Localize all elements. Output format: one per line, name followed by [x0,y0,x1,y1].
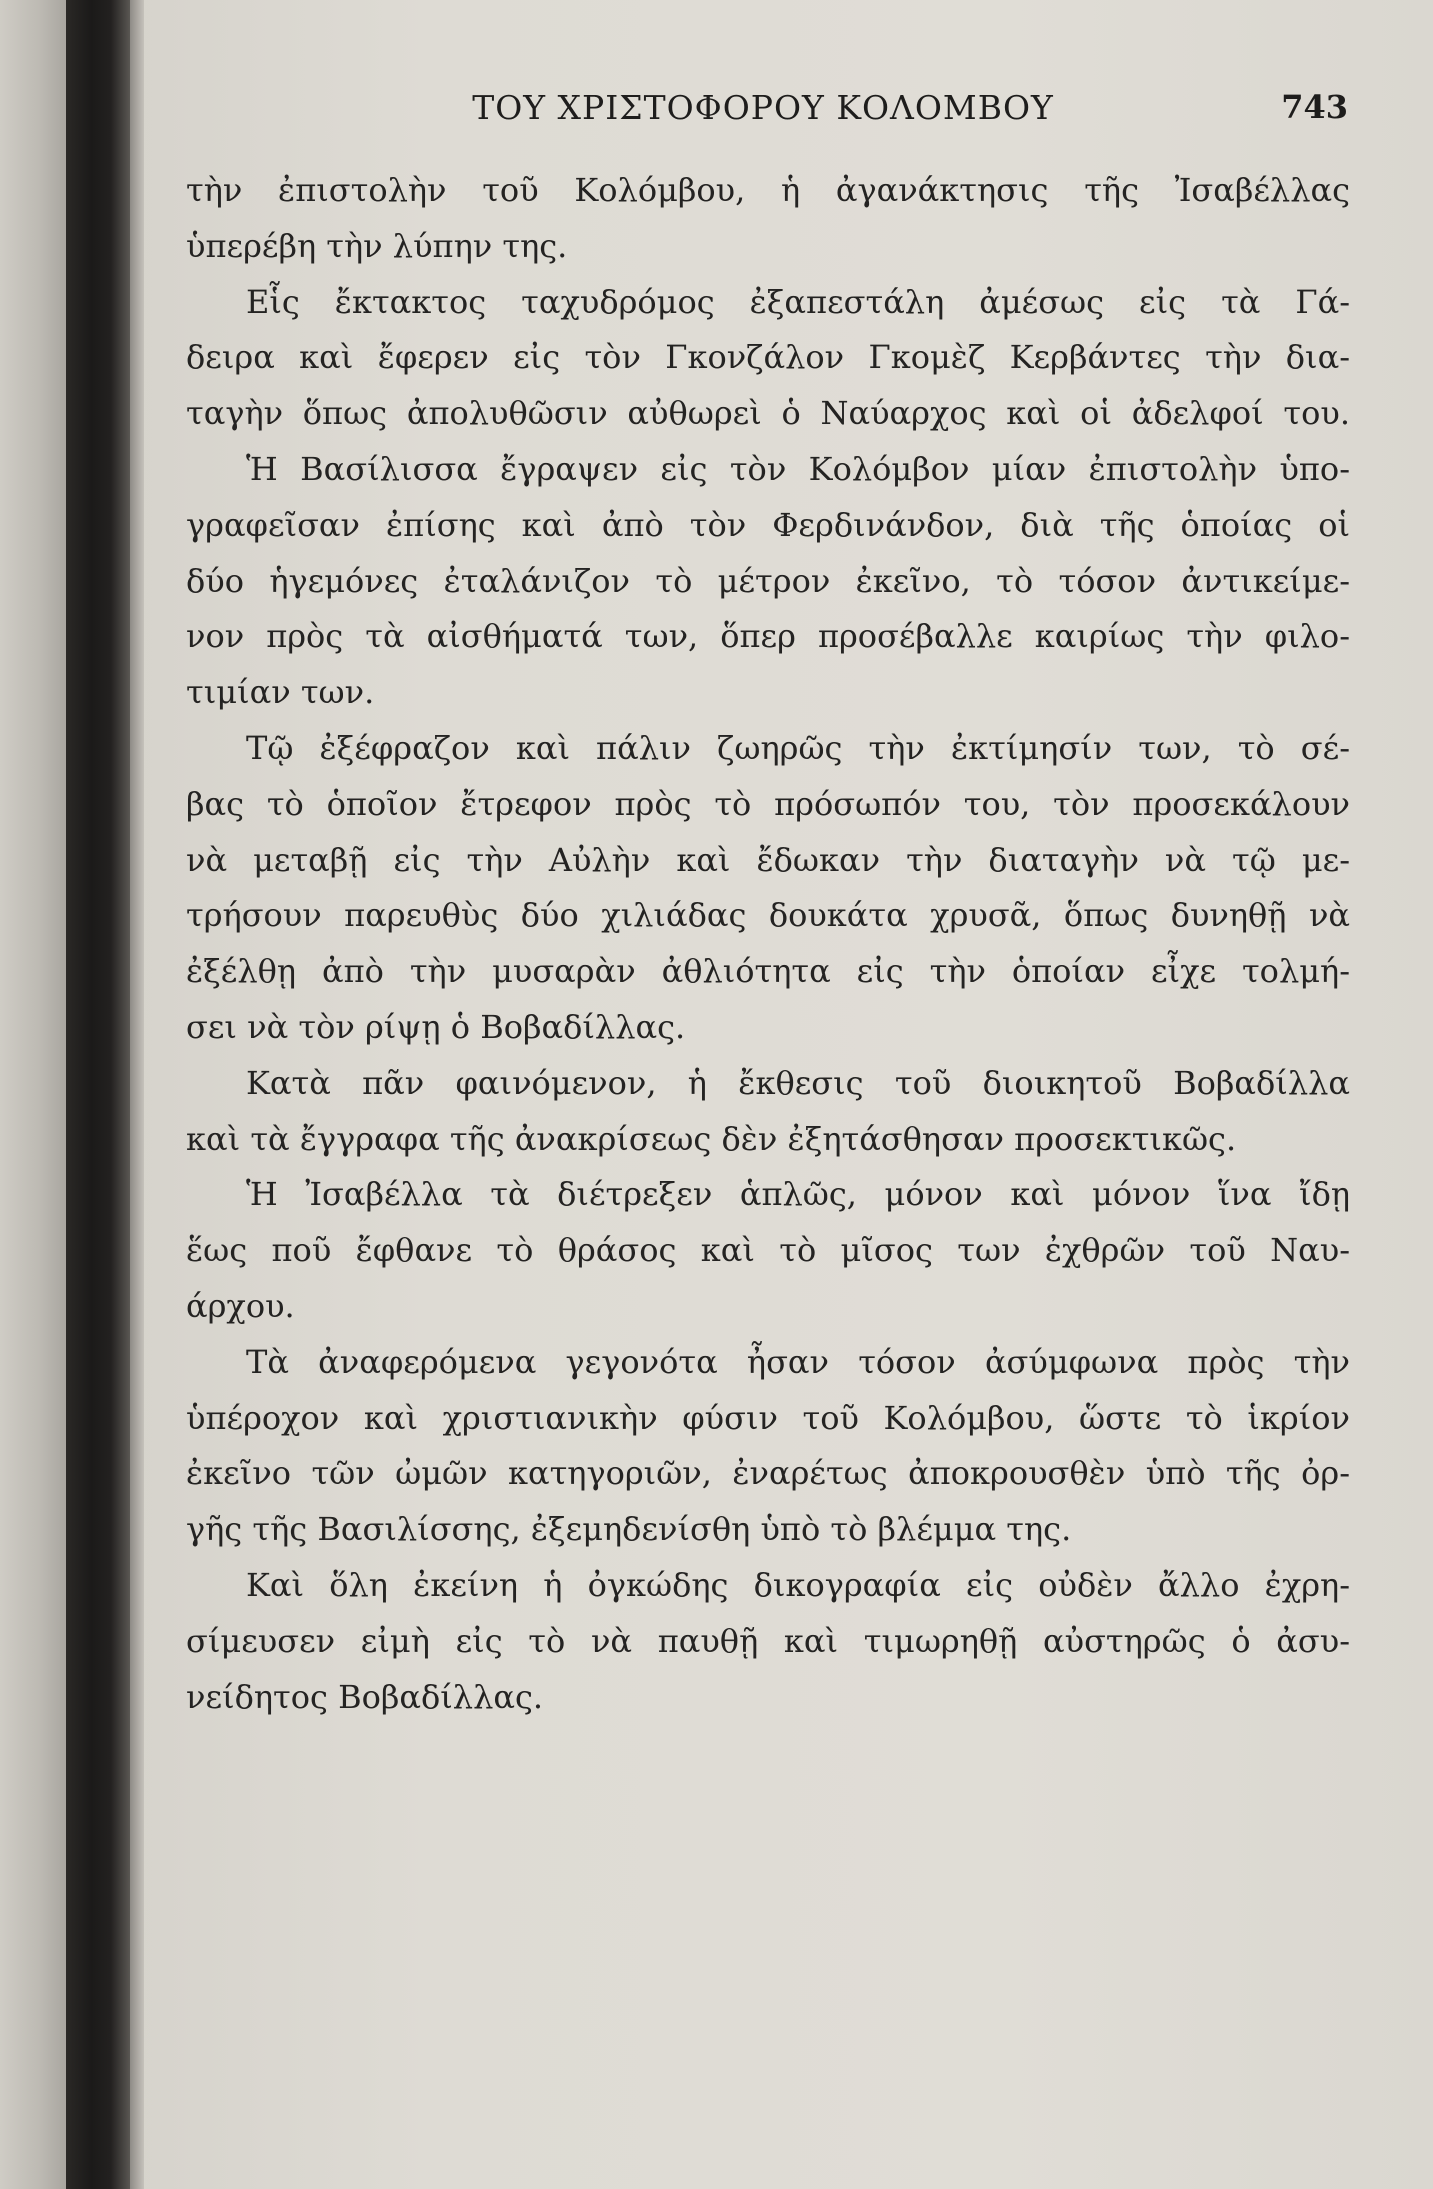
text-line: τρήσουν παρευθὺς δύο χιλιάδας δουκάτα χρυσᾶ, ὅπως δυνηθῇ νὰ [186,896,1350,935]
text-line: νείδητος Βοβαδίλλας. [186,1677,544,1716]
page-number: 743 [1281,88,1348,126]
text-line: Ἡ Βασίλισσα ἔγραψεν εἰς τὸν Κολόμβον μίαν ἐπιστολὴν ὑπο- [246,449,1350,488]
text-line: τὴν ἐπιστολὴν τοῦ Κολόμβου, ἡ ἀγανάκτησις τῆς Ἰσαβέλλας [186,171,1350,209]
spine-edge-gradient [130,0,144,2189]
text-line: γραφεῖσαν ἐπίσης καὶ ἀπὸ τὸν Φερδινάνδον, διὰ τῆς ὁποίας οἱ [186,505,1350,544]
text-line: ὑπερέβη τὴν λύπην της. [186,226,568,265]
text-line: ἐκεῖνο τῶν ὠμῶν κατηγοριῶν, ἐναρέτως ἀποκρουσθὲν ὑπὸ τῆς ὀρ- [186,1454,1350,1493]
text-line: τιμίαν των. [186,673,375,712]
text-line: Ἡ Ἰσαβέλλα τὰ διέτρεξεν ἁπλῶς, μόνον καὶ μόνον ἵνα ἴδῃ [246,1175,1350,1214]
text-line: ὑπέροχον καὶ χριστιανικὴν φύσιν τοῦ Κολόμβου, ὥστε τὸ ἱκρίον [186,1398,1350,1437]
page-header [178,88,1348,134]
text-line: βας τὸ ὁποῖον ἔτρεφον πρὸς τὸ πρόσωπόν του, τὸν προσεκάλουν [186,784,1350,823]
text-line: νὰ μεταβῇ εἰς τὴν Αὐλὴν καὶ ἔδωκαν τὴν διαταγὴν νὰ τῷ με- [186,840,1350,879]
text-line: Τὰ ἀναφερόμενα γεγονότα ἦσαν τόσον ἀσύμφωνα πρὸς τὴν [246,1342,1350,1381]
running-title: ΤΟΥ ΧΡΙΣΤΟΦΟΡΟΥ ΚΟΛΟΜΒΟΥ [472,88,1054,127]
text-line: γῆς τῆς Βασιλίσσης, ἐξεμηδενίσθη ὑπὸ τὸ βλέμμα της. [186,1510,1072,1549]
text-line: Τῷ ἐξέφραζον καὶ πάλιν ζωηρῶς τὴν ἐκτίμησίν των, τὸ σέ- [246,728,1350,767]
book-spine-shadow [66,0,130,2189]
text-line: σίμευσεν εἰμὴ εἰς τὸ νὰ παυθῇ καὶ τιμωρηθῇ αὐστηρῶς ὁ ἀσυ- [186,1621,1350,1660]
text-line: νον πρὸς τὰ αἰσθήματά των, ὅπερ προσέβαλλε καιρίως τὴν φιλο- [186,617,1350,656]
text-line: ἐξέλθῃ ἀπὸ τὴν μυσαρὰν ἀθλιότητα εἰς τὴν ὁποίαν εἶχε τολμή- [186,952,1350,991]
text-line: καὶ τὰ ἔγγραφα τῆς ἀνακρίσεως δὲν ἐξητάσθησαν προσεκτικῶς. [186,1119,1237,1158]
text-line: ἕως ποῦ ἔφθανε τὸ θράσος καὶ τὸ μῖσος των ἐχθρῶν τοῦ Ναυ- [186,1231,1350,1270]
text-line: δειρα καὶ ἔφερεν εἰς τὸν Γκονζάλον Γκομὲζ Κερβάντες τὴν δια- [186,338,1350,377]
text-line: Κατὰ πᾶν φαινόμενον, ἡ ἔκθεσις τοῦ διοικητοῦ Βοβαδίλλα [246,1063,1350,1102]
text-line: δύο ἡγεμόνες ἐταλάνιζον τὸ μέτρον ἐκεῖνο, τὸ τόσον ἀντικείμε- [186,561,1350,600]
text-line: άρχου. [186,1286,295,1325]
page-margin-shadow [0,0,66,2189]
text-line: σει νὰ τὸν ρίψῃ ὁ Βοβαδίλλας. [186,1007,686,1046]
text-line: Εἷς ἔκτακτος ταχυδρόμος ἐξαπεστάλη ἀμέσως εἰς τὰ Γά- [246,282,1350,321]
body-text [186,163,1350,1725]
text-line: ταγὴν ὅπως ἀπολυθῶσιν αὐθωρεὶ ὁ Ναύαρχος καὶ οἱ ἀδελφοί του. [186,394,1350,433]
text-line: Καὶ ὅλη ἐκείνη ἡ ὀγκώδης δικογραφία εἰς οὐδὲν ἄλλο ἐχρη- [246,1565,1350,1604]
